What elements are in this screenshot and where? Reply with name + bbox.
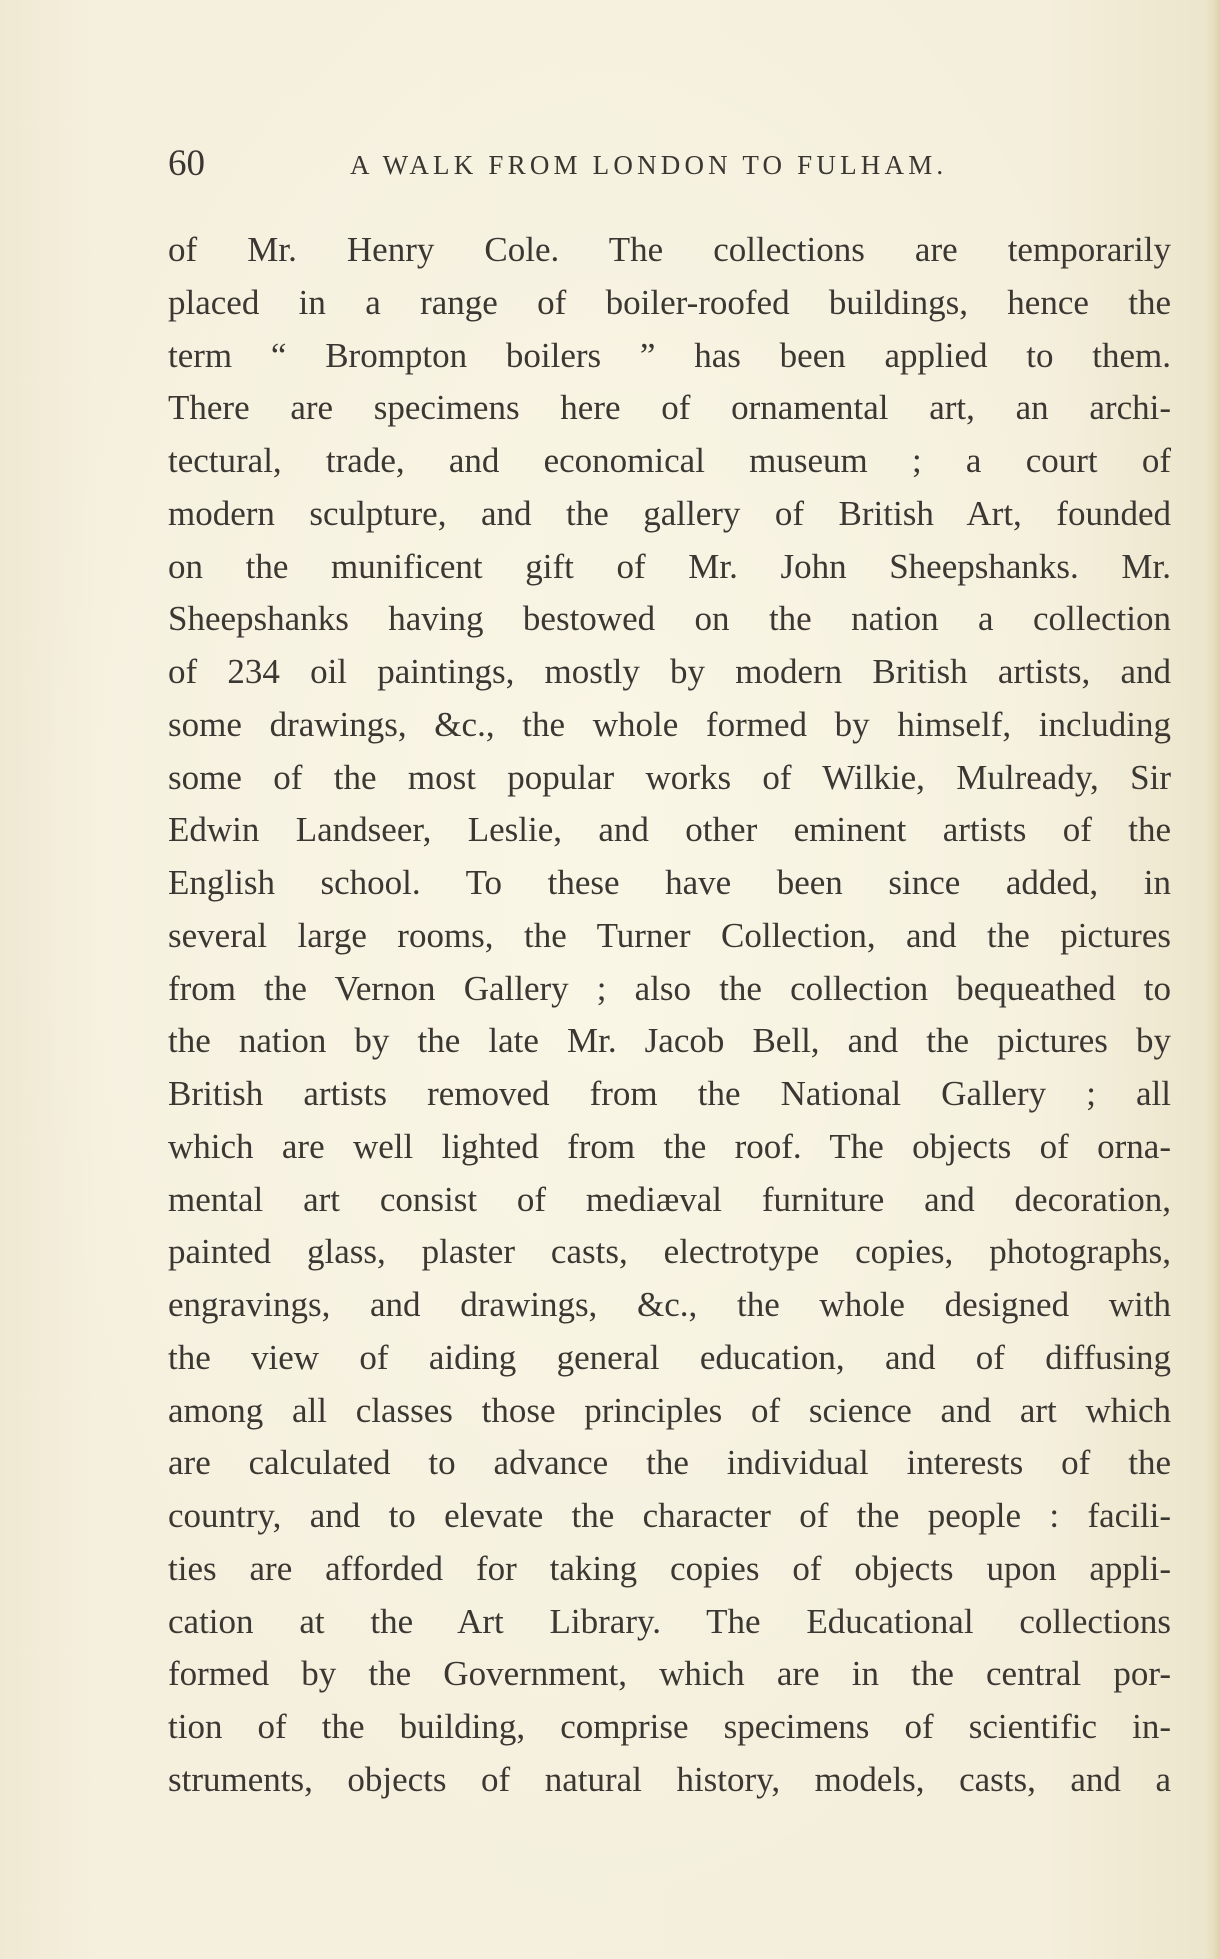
text-line: tion of the building, comprise specimens of scientific in- <box>168 1707 1171 1746</box>
text-line: which are well lighted from the roof. The objects of orna- <box>168 1126 1171 1166</box>
text-line: from the Vernon Gallery ; also the collection bequeathed to <box>168 968 1171 1008</box>
text-line: British artists removed from the National Gallery ; all <box>168 1074 1171 1113</box>
text-line: country, and to elevate the character of the people : facili- <box>168 1496 1171 1535</box>
text-line: cation at the Art Library. The Educational collections <box>168 1601 1171 1641</box>
text-line: among all classes those principles of science and art which <box>168 1390 1171 1430</box>
text-line: tectural, trade, and economical museum ; a court of <box>168 441 1171 480</box>
text-line: on the munificent gift of Mr. John Sheepshanks. Mr. <box>168 546 1171 586</box>
text-line: ties are afforded for taking copies of objects upon appli- <box>168 1548 1171 1588</box>
text-line: modern sculpture, and the gallery of British Art, founded <box>168 493 1171 533</box>
text-line: painted glass, plaster casts, electrotype copies, photographs, <box>168 1232 1171 1272</box>
text-line: engravings, and drawings, &c., the whole designed with <box>168 1285 1171 1324</box>
text-line: Edwin Landseer, Leslie, and other eminent artists of the <box>168 810 1171 850</box>
text-line: of Mr. Henry Cole. The collections are temporarily <box>168 230 1171 269</box>
text-line: are calculated to advance the individual interests of the <box>168 1443 1171 1483</box>
text-line: some drawings, &c., the whole formed by himself, including <box>168 704 1171 744</box>
page-number: 60 <box>168 143 205 184</box>
text-line: There are specimens here of ornamental art, an archi- <box>168 388 1171 428</box>
text-line: several large rooms, the Turner Collection, and the pictures <box>168 915 1171 955</box>
text-line: the nation by the late Mr. Jacob Bell, and the pictures by <box>168 1021 1171 1061</box>
text-line: formed by the Government, which are in the central por- <box>168 1654 1171 1694</box>
text-line: Sheepshanks having bestowed on the nation a collection <box>168 599 1171 639</box>
text-line: mental art consist of mediæval furniture and decoration, <box>168 1179 1171 1219</box>
text-line: of 234 oil paintings, mostly by modern British artists, and <box>168 652 1171 691</box>
body-paragraph <box>168 224 1171 1807</box>
running-head: A WALK FROM LONDON TO FULHAM. <box>350 150 948 180</box>
page-edge-shadow <box>1206 0 1220 1959</box>
text-line: term “ Brompton boilers ” has been applied to them. <box>168 335 1171 375</box>
page-header <box>168 142 1028 192</box>
text-line: some of the most popular works of Wilkie, Mulready, Sir <box>168 757 1171 797</box>
text-line: English school. To these have been since added, in <box>168 863 1171 902</box>
text-line: struments, objects of natural history, models, casts, and a <box>168 1759 1171 1799</box>
text-line: the view of aiding general education, and of diffusing <box>168 1337 1171 1377</box>
text-line: placed in a range of boiler-roofed buildings, hence the <box>168 282 1171 322</box>
